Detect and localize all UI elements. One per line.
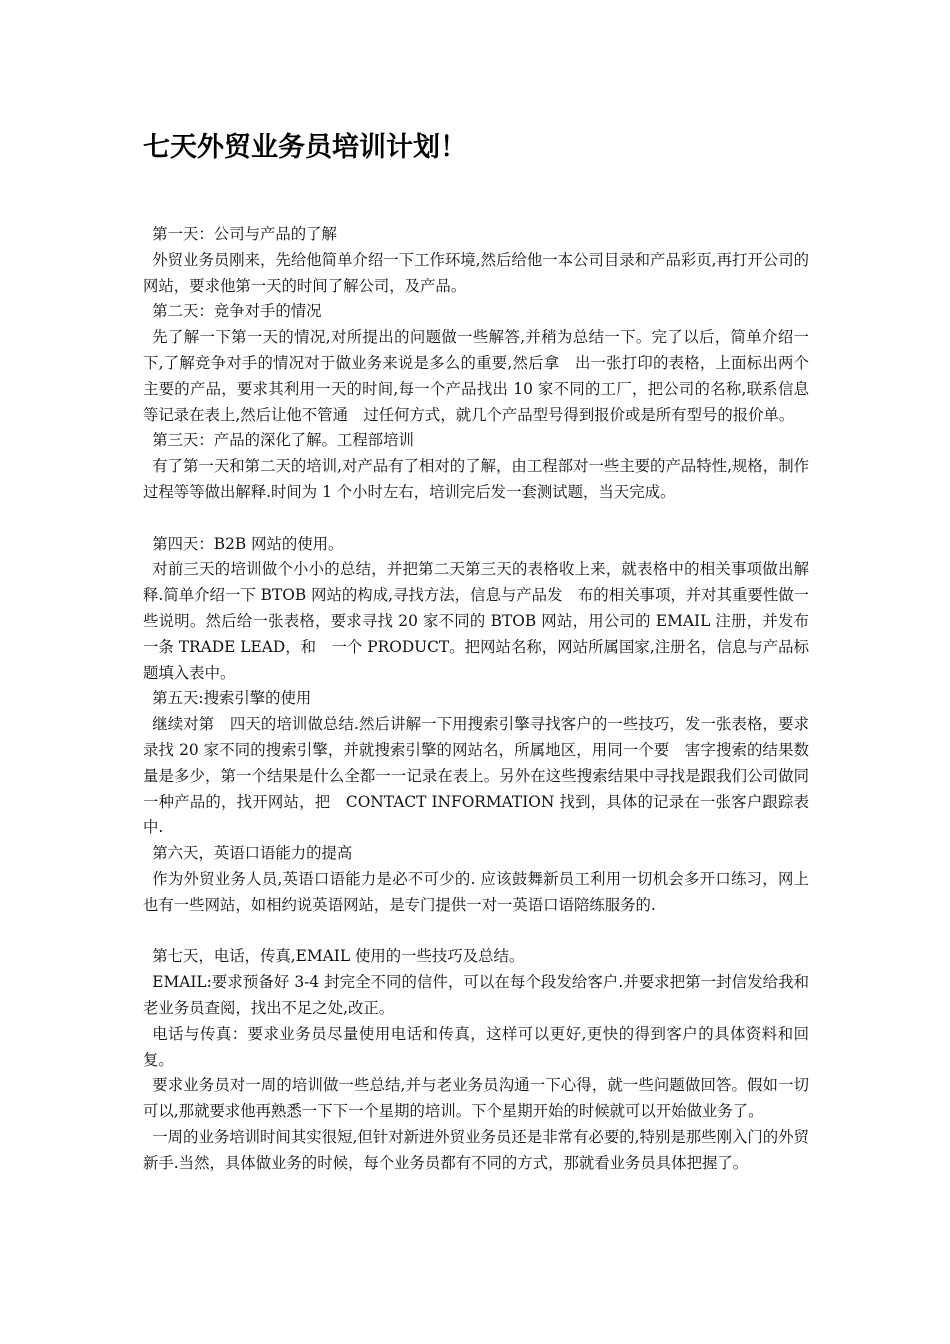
blank-line (143, 919, 809, 945)
closing-paragraph: 一周的业务培训时间其实很短,但针对新进外贸业务员还是非常有必要的,特别是那些刚入门的外贸新手.当然，具体做业务的时候，每个业务员都有不同的方式，那就看业务员具体把握了。 (143, 1127, 809, 1172)
day2-heading: 第二天：竞争对手的情况 (152, 302, 322, 321)
day3-heading: 第三天：产品的深化了解。工程部培训 (152, 431, 414, 450)
day1-heading: 第一天：公司与产品的了解 (152, 225, 337, 243)
day6-heading: 第六天，英语口语能力的提高 (152, 844, 353, 863)
day1-paragraph: 外贸业务员刚来，先给他简单介绍一下工作环境,然后给他一本公司目录和产品彩页,再打开公司的网站，要求他第一天的时间了解公司，及产品。 (143, 250, 809, 295)
day2-paragraph: 先了解一下第一天的情况,对所提出的问题做一些解答,并稍为总结一下。完了以后，简单介绍一下,了解竞争对手的情况对于做业务来说是多么的重要,然后拿 出一张打印的表格，上面标出两个主要的产品，要求其利用一天的时间,每一个产品找出 10 家不同的工厂，把公司的名称,联系信息等记录在表上,然后让他不管通 过任何方式，就几个产品型号得到报价或是所有型号的报价单。 (143, 328, 809, 424)
page-title: 七天外贸业务员培训计划！ (143, 132, 467, 163)
day5-paragraph: 继续对第 四天的培训做总结.然后讲解一下用搜索引擎寻找客户的一些技巧，发一张表格，要求录找 20 家不同的搜索引擎，并就搜索引擎的网站名，所属地区，用同一个要 害字搜索的结果数量是多少，第一个结果是什么全都一一记录在表上。另外在这些搜索结果中寻找是跟我们公司做同一种产品的，找开网站，把 CONTACT INFORMATION 找到，具体的记录在一张客户跟踪表中. (143, 715, 809, 837)
day6-paragraph: 作为外贸业务人员,英语口语能力是必不可少的. 应该鼓舞新员工利用一切机会多开口练习，网上也有一些网站，如相约说英语网站，是专门提供一对一英语口语陪练服务的. (143, 869, 809, 914)
day4-paragraph: 对前三天的培训做个小小的总结，并把第二天第三天的表格收上来，就表格中的相关事项做出解释.简单介绍一下 BTOB 网站的构成,寻找方法，信息与产品发 布的相关事项，并对其重要性做一些说明。然后给一张表格，要求寻找 20 家不同的 BTOB 网站，用公司的 EMAIL 注册，并发布一条 TRADE LEAD，和 一个 PRODUCT。把网站名称，网站所属国家,注册名，信息与产品标题填入表中。 (143, 560, 809, 682)
phone-fax-paragraph: 电话与传真：要求业务员尽量使用电话和传真，这样可以更好,更快的得到客户的具体资料和回复。 (143, 1024, 809, 1069)
document-body (143, 222, 809, 1176)
day7-heading: 第七天，电话，传真,EMAIL 使用的一些技巧及总结。 (152, 947, 525, 966)
blank-line (143, 506, 809, 532)
day3-paragraph: 有了第一天和第二天的培训,对产品有了相对的了解，由工程部对一些主要的产品特性,规格，制作过程等等做出解释.时间为 1 个小时左右，培训完后发一套测试题，当天完成。 (143, 457, 809, 501)
day4-heading: 第四天：B2B 网站的使用。 (152, 534, 344, 553)
summary-paragraph: 要求业务员对一周的培训做一些总结,并与老业务员沟通一下心得，就一些问题做回答。假如一切可以,那就要求他再熟悉一下下一个星期的培训。下个星期开始的时候就可以开始做业务了。 (143, 1076, 809, 1121)
email-paragraph: EMAIL:要求预备好 3-4 封完全不同的信件，可以在每个段发给客户.并要求把第一封信发给我和老业务员查阅，找出不足之处,改正。 (143, 973, 809, 1017)
day5-heading: 第五天:搜索引擎的使用 (152, 689, 312, 708)
